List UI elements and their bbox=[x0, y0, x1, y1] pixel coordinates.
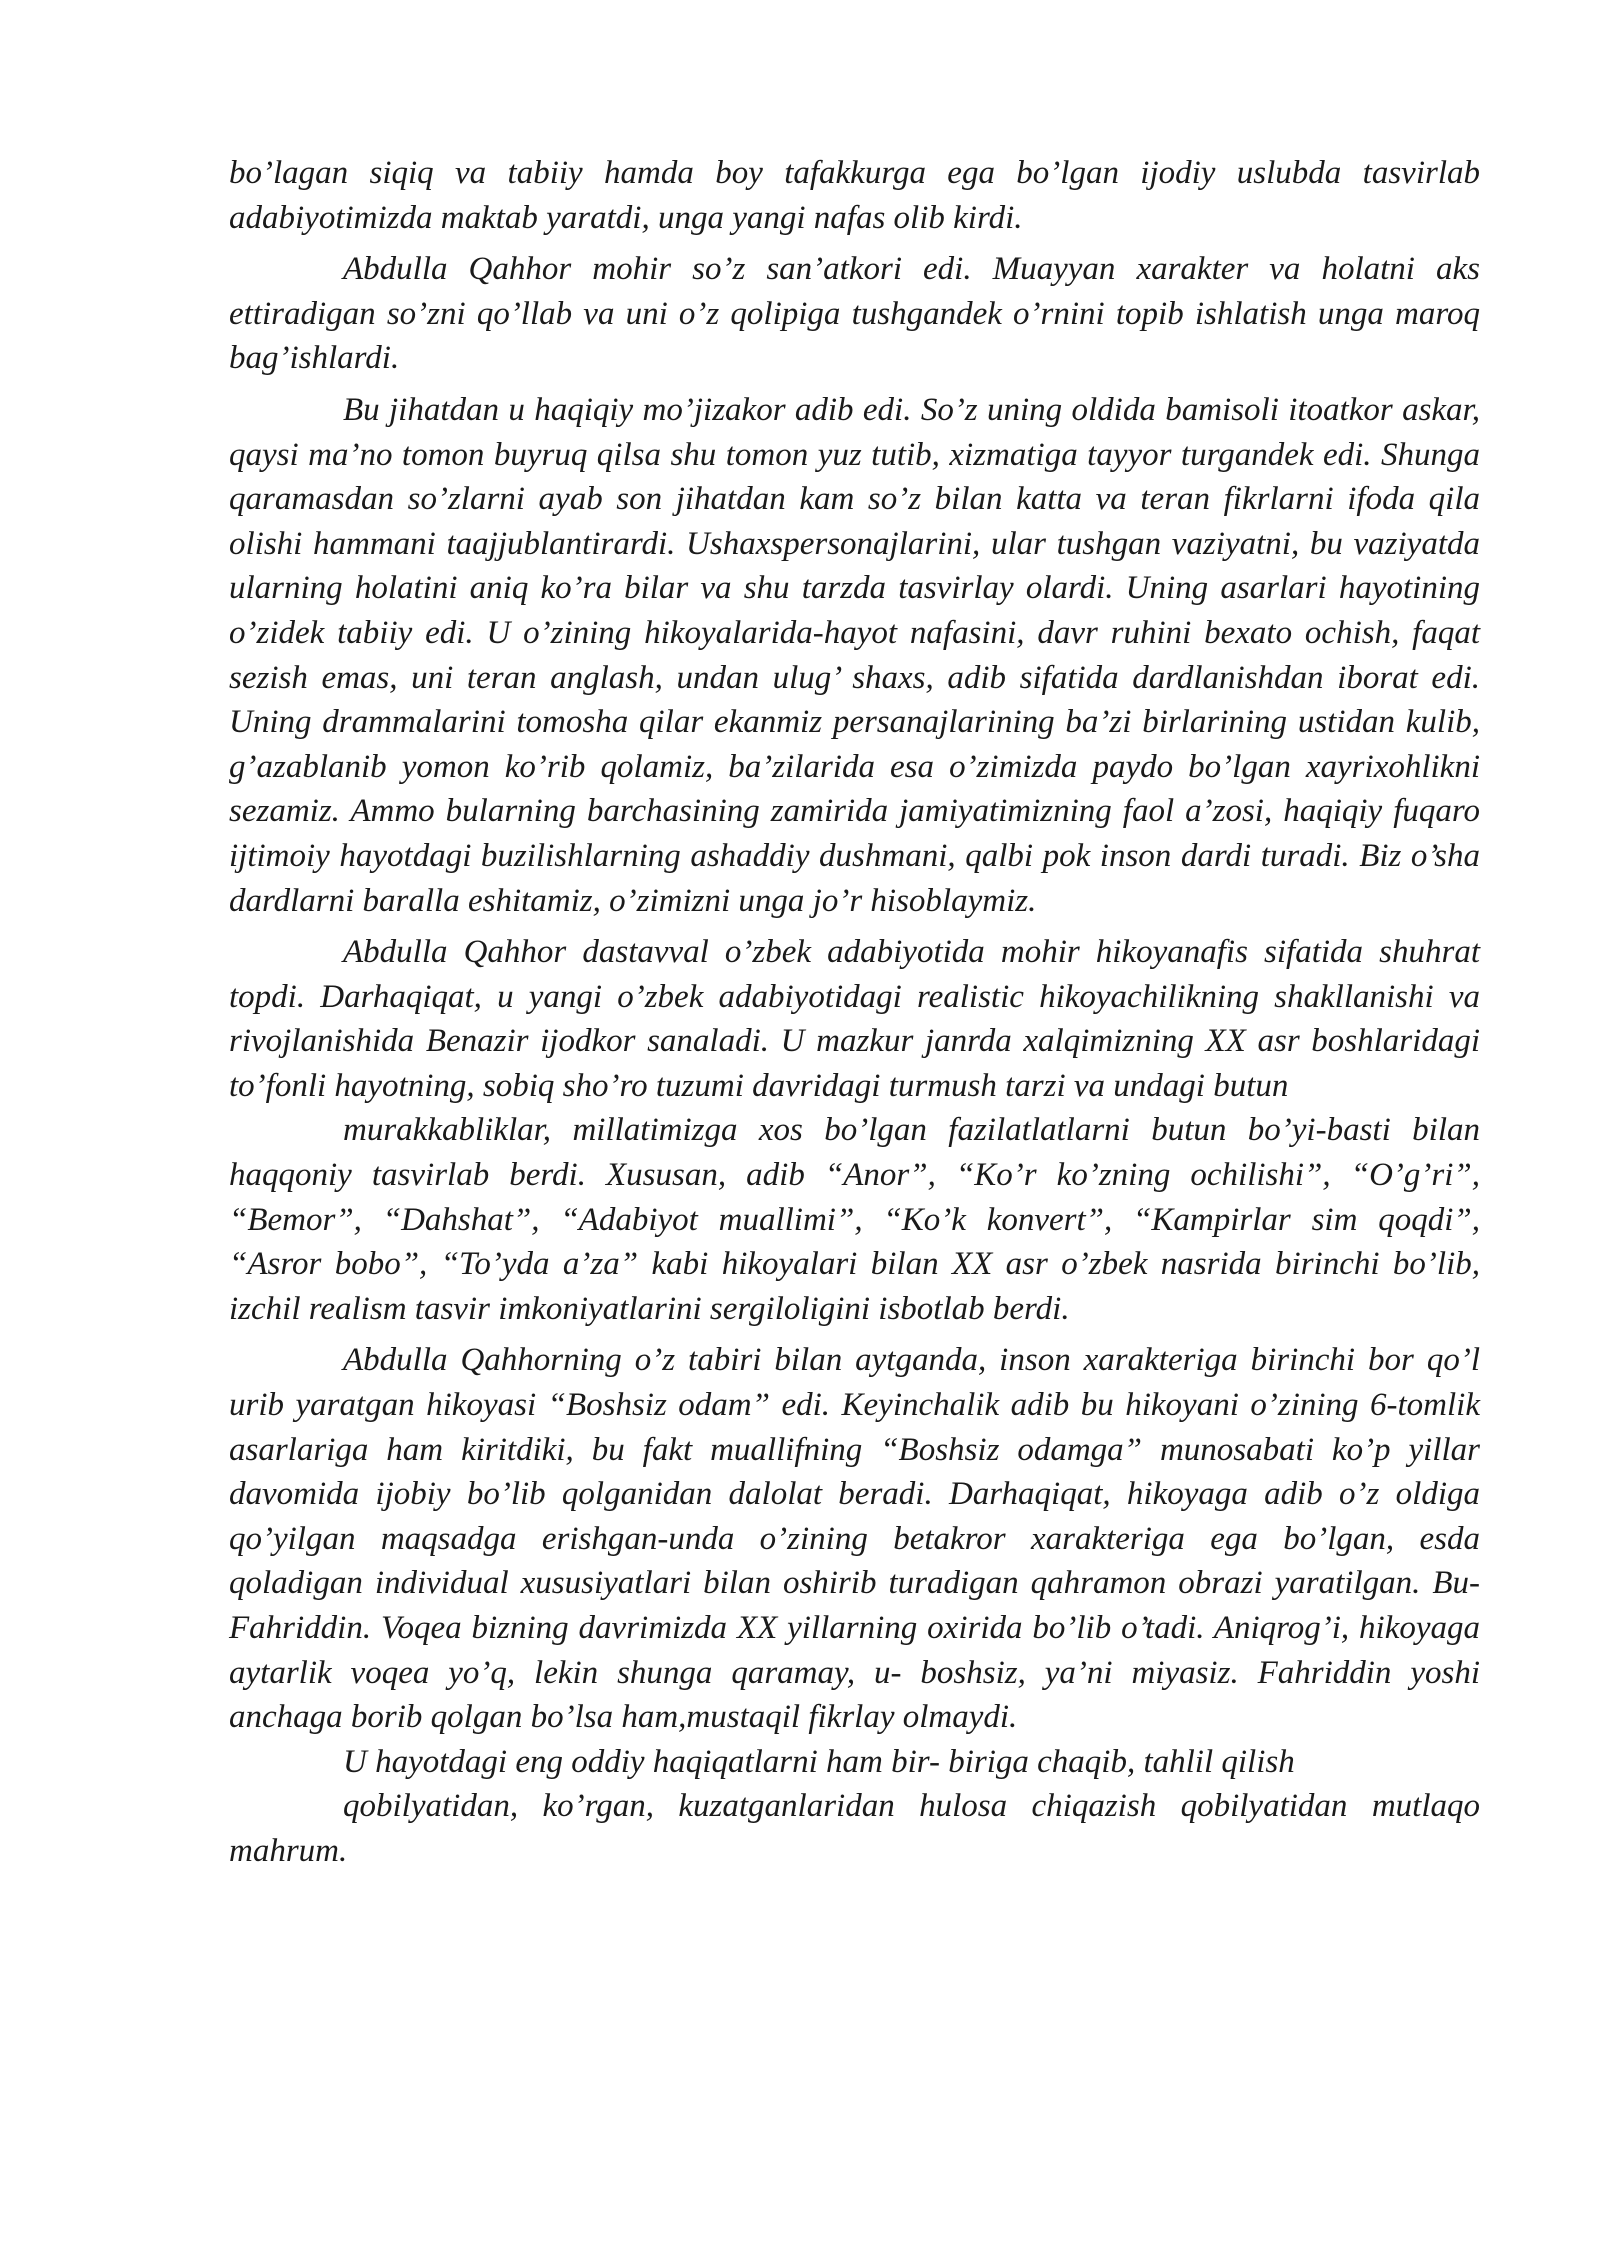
paragraph-6: Abdulla Qahhorning o’z tabiri bilan aytganda, inson xarakteriga birinchi bor qo’l urib yaratgan hikoyasi “Boshsiz odam” edi. Keyinchalik adib bu hikoyani o’zining 6-tomlik asarlariga ham kiritdiki, bu fakt muallifning “Boshsiz odamga” munosabati ko’p yillar davomida ijobiy bo’lib qolganidan dalolat beradi. Darhaqiqat, hikoyaga adib o’z oldiga qo’yilgan maqsadga erishgan-unda o’zining betakror xarakteriga ega bo’lgan, esda qoladigan individual xususiyatlari bilan oshirib turadigan qahramon obrazi yaratilgan. Bu-Fahriddin. Voqea bizning davrimizda XX yillarning oxirida bo’lib o’tadi. Aniqrog’i, hikoyaga aytarlik voqea yo’q, lekin shunga qaramay, u- boshsiz, ya’ni miyasiz. Fahriddin yoshi anchaga borib qolgan bo’lsa ham,mustaqil fikrlay olmaydi. bbox=[229, 1342, 1480, 1736]
paragraph-8: qobilyatidan, ko’rgan, kuzatganlaridan hulosa chiqazish qobilyatidan mutlaqo mahrum. bbox=[229, 1788, 1480, 1869]
document-body bbox=[229, 151, 1480, 1874]
paragraph-1: bo’lagan siqiq va tabiiy hamda boy tafakkurga ega bo’lgan ijodiy uslubda tasvirlab adabiyotimizda maktab yaratdi, unga yangi nafas olib kirdi. bbox=[229, 155, 1480, 236]
paragraph-4: Abdulla Qahhor dastavval o’zbek adabiyotida mohir hikoyanafis sifatida shuhrat topdi. Darhaqiqat, u yangi o’zbek adabiyotidagi realistic hikoyachilikning shakllanishi va rivojlanishida Benazir ijodkor sanaladi. U mazkur janrda xalqimizning XX asr boshlaridagi to’fonli hayotning, sobiq sho’ro tuzumi davridagi turmush tarzi va undagi butun bbox=[229, 934, 1480, 1104]
paragraph-3: Bu jihatdan u haqiqiy mo’jizakor adib edi. So’z uning oldida bamisoli itoatkor askar, qaysi ma’no tomon buyruq qilsa shu tomon yuz tutib, xizmatiga tayyor turgandek edi. Shunga qaramasdan so’zlarni ayab son jihatdan kam so’z bilan katta va teran fikrlarni ifoda qila olishi hammani taajjublantirardi. Ushaxspersonajlarini, ular tushgan vaziyatni, bu vaziyatda ularning holatini aniq ko’ra bilar va shu tarzda tasvirlay olardi. Uning asarlari hayotining o’zidek tabiiy edi. U o’zining hikoyalarida-hayot nafasini, davr ruhini bexato ochish, faqat sezish emas, uni teran anglash, undan ulug’ shaxs, adib sifatida dardlanishdan iborat edi. Uning drammalarini tomosha qilar ekanmiz persanajlarining ba’zi birlarining ustidan kulib, g’azablanib yomon ko’rib qolamiz, ba’zilarida esa o’zimizda paydo bo’lgan xayrixohlikni sezamiz. Ammo bularning barchasining zamirida jamiyatimizning faol a’zosi, haqiqiy fuqaro ijtimoiy hayotdagi buzilishlarning ashaddiy dushmani, qalbi pok inson dardi turadi. Biz o’sha dardlarni baralla eshitamiz, o’zimizni unga jo’r hisoblaymiz. bbox=[229, 391, 1480, 919]
paragraph-2: Abdulla Qahhor mohir so’z san’atkori edi. Muayyan xarakter va holatni aks ettiradigan so’zni qo’llab va uni o’z qolipiga tushgandek o’rnini topib ishlatish unga maroq bag’ishlardi. bbox=[229, 251, 1480, 377]
paragraph-5: murakkabliklar, millatimizga xos bo’lgan fazilatlatlarni butun bo’yi-basti bilan haqqoniy tasvirlab berdi. Xususan, adib “Anor”, “Ko’r ko’zning ochilishi”, “O’g’ri”, “Bemor”, “Dahshat”, “Adabiyot muallimi”, “Ko’k konvert”, “Kampirlar sim qoqdi”, “Asror bobo”, “To’yda a’za” kabi hikoyalari bilan XX asr o’zbek nasrida birinchi bo’lib, izchil realism tasvir imkoniyatlarini sergiloligini isbotlab berdi. bbox=[229, 1112, 1480, 1327]
paragraph-7: U hayotdagi eng oddiy haqiqatlarni ham bir- biriga chaqib, tahlil qilish bbox=[343, 1743, 1295, 1780]
